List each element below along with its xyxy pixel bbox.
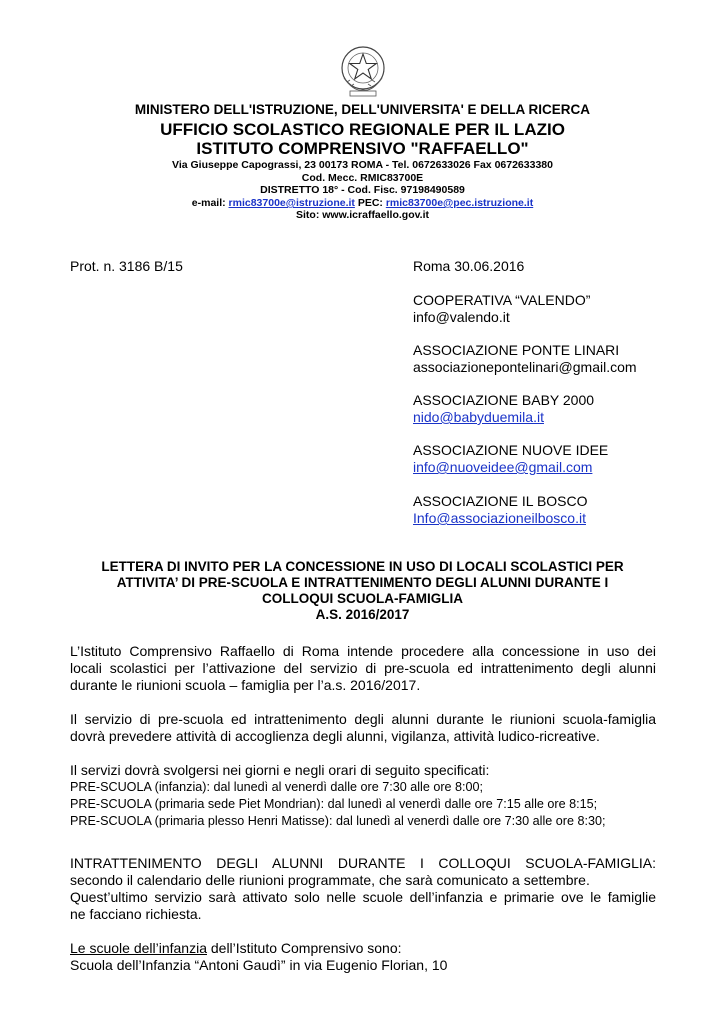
recipient-email: info@valendo.it [413,309,510,325]
letter-title-line: LETTERA DI INVITO PER LA CONCESSIONE IN USO DI LOCALI SCOLASTICI PER [101,559,624,574]
recipient-email-link[interactable]: info@nuoveidee@gmail.com [413,459,593,475]
schools-label-rest: dell’Istituto Comprensivo sono: [206,940,402,956]
school-year: A.S. 2016/2017 [315,607,410,622]
paragraph-line: dovrà prevedere attività di accoglienza degli alunni, vigilanza, attività ludico-ricreative. [70,728,600,744]
email-link[interactable]: rmic83700e@istruzione.it [228,197,355,209]
schools-label: Le scuole dell’infanzia [70,940,207,956]
schedule-item: PRE-SCUOLA (primaria sede Piet Mondrian): dal lunedì al venerdì dalle ore 7:15 alle ore 8:15; [70,797,598,811]
website: Sito: www.icraffaello.gov.it [295,209,429,221]
email-label: e-mail: [191,197,229,209]
recipient-email-link[interactable]: Info@associazioneilbosco.it [413,510,586,526]
schools-heading [70,940,656,957]
paragraph-line: Quest’ultimo servizio sarà attivato solo nelle scuole dell’infanzia e primarie ove le famiglie [70,889,656,905]
paragraph-line: ne facciano richiesta. [70,906,202,922]
paragraph-line: secondo il calendario delle riunioni programmate, che sarà comunicato a settembre. [70,872,590,888]
pec-link[interactable]: rmic83700e@pec.istruzione.it [385,197,534,209]
regional-office-name: UFFICIO SCOLASTICO REGIONALE PER IL LAZIO [160,120,565,139]
recipient-name: ASSOCIAZIONE PONTE LINARI [413,342,620,358]
paragraph-line: L’Istituto Comprensivo Raffaello di Roma intende procedere alla concessione in uso dei [70,643,656,659]
schedule-item: PRE-SCUOLA (infanzia): dal lunedì al venerdì dalle ore 7:30 alle ore 8:00; [70,780,484,794]
schedule-intro: Il servizi dovrà svolgersi nei giorni e negli orari di seguito specificati: [70,762,490,778]
paragraph-line: Il servizio di pre-scuola ed intrattenimento degli alunni durante le riunioni scuola-famiglia [70,711,656,727]
school-item: Scuola dell’Infanzia “Antoni Gaudì” in via Eugenio Florian, 10 [70,957,448,973]
paragraph-line: INTRATTENIMENTO DEGLI ALUNNI DURANTE I COLLOQUI SCUOLA-FAMIGLIA: [70,855,656,871]
schedule-item: PRE-SCUOLA (primaria plesso Henri Matisse): dal lunedì al venerdì dalle ore 7:30 alle ore 8:30; [70,814,606,828]
italian-republic-emblem-icon [334,42,392,98]
contact-emails [0,197,725,209]
school-code: Cod. Mecc. RMIC83700E [301,172,424,184]
recipient-name: ASSOCIAZIONE IL BOSCO [413,493,588,509]
letter-title-line: ATTIVITA’ DI PRE-SCUOLA E INTRATTENIMENTO DEGLI ALUNNI DURANTE I [116,575,609,590]
recipient-name: ASSOCIAZIONE NUOVE IDEE [413,442,609,458]
protocol-number: Prot. n. 3186 B/15 [70,258,183,274]
place-date: Roma 30.06.2016 [413,258,525,274]
paragraph-line: locali scolastici per l’attivazione del servizio di pre-scuola ed intrattenimento degli alunni [70,660,656,676]
recipient-email-link[interactable]: nido@babyduemila.it [413,409,544,425]
school-name: ISTITUTO COMPRENSIVO "RAFFAELLO" [196,139,529,158]
letter-title-line: COLLOQUI SCUOLA-FAMIGLIA [262,591,463,606]
school-address: Via Giuseppe Capograssi, 23 00173 ROMA - Tel. 0672633026 Fax 0672633380 [172,159,553,171]
paragraph-line: durante le riunioni scuola – famiglia per l’a.s. 2016/2017. [70,677,421,693]
district-fiscal-code: DISTRETTO 18° - Cod. Fisc. 97198490589 [260,184,465,196]
recipient-email: associazionepontelinari@gmail.com [413,359,637,375]
ministry-name: MINISTERO DELL'ISTRUZIONE, DELL'UNIVERSITA' E DELLA RICERCA [134,102,591,117]
recipient-name: ASSOCIAZIONE BABY 2000 [413,392,595,408]
recipient-name: COOPERATIVA “VALENDO” [413,292,591,308]
pec-label: PEC: [354,197,386,209]
